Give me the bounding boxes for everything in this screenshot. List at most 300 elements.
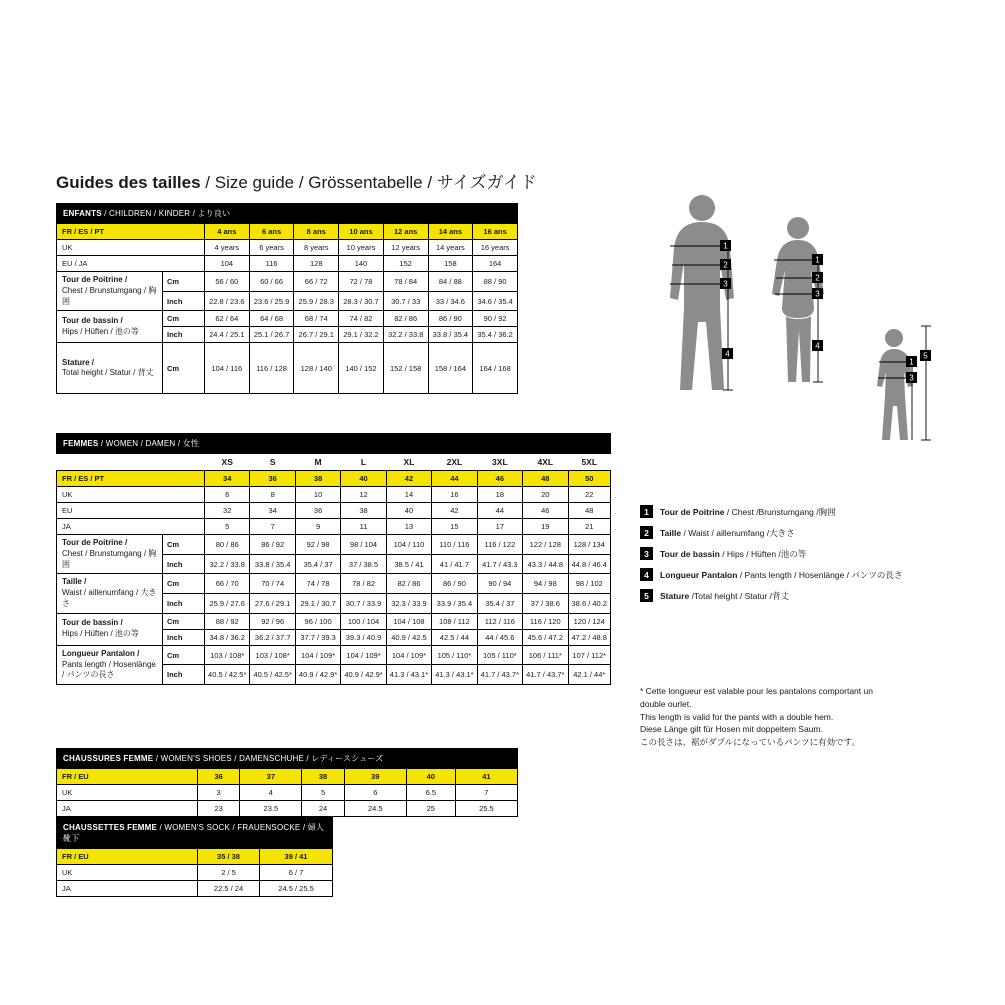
cell: 104 / 116 bbox=[205, 343, 250, 394]
cell: 98 / 104 bbox=[341, 535, 386, 555]
cell: 45.6 / 47.2 bbox=[523, 629, 568, 645]
cell: 32.2 / 33.8 bbox=[205, 554, 250, 574]
table-row bbox=[57, 785, 518, 801]
children-size-4: 12 ans bbox=[383, 224, 428, 240]
table-row bbox=[57, 645, 611, 665]
cell: 56 / 60 bbox=[205, 272, 250, 292]
cell: 30.7 / 33.9 bbox=[341, 594, 386, 614]
footnote-line-2: double ourlet. bbox=[640, 698, 692, 709]
children-size-6: 16 ans bbox=[473, 224, 518, 240]
cell: 116 / 128 bbox=[249, 343, 294, 394]
cell: 62 / 64 bbox=[205, 311, 250, 327]
cell: 29.1 / 30.7 bbox=[295, 594, 340, 614]
cell: 25.9 / 27.6 bbox=[205, 594, 250, 614]
cell: 108 / 112 bbox=[432, 613, 477, 629]
legend-text-3 bbox=[660, 548, 806, 560]
cell: 37 bbox=[240, 769, 302, 785]
cell: 37 / 38.6 bbox=[523, 594, 568, 614]
cell: 13 bbox=[386, 519, 431, 535]
cell: 39 / 41 bbox=[260, 849, 333, 865]
cell: 4 years bbox=[205, 240, 250, 256]
legend bbox=[640, 505, 980, 610]
cell: 21 bbox=[568, 519, 611, 535]
cell: 8 years bbox=[294, 240, 339, 256]
child-figure bbox=[877, 329, 913, 440]
cell: 38.5 / 41 bbox=[386, 554, 431, 574]
women-header-cell bbox=[57, 434, 611, 454]
cell: 35.4 / 36.2 bbox=[473, 327, 518, 343]
cell: 110 / 116 bbox=[432, 535, 477, 555]
women-size-2xl: 2XL bbox=[446, 457, 463, 467]
women-fr-label: FR / ES / PT bbox=[57, 471, 205, 487]
legend-text-2 bbox=[660, 527, 795, 539]
legend-text-5 bbox=[660, 590, 789, 602]
cell: 88 / 92 bbox=[205, 613, 250, 629]
cell: 39 bbox=[344, 769, 406, 785]
cell: 34.6 / 35.4 bbox=[473, 291, 518, 311]
cell: 42.1 / 44* bbox=[568, 665, 611, 685]
cell: 25.5 bbox=[455, 801, 517, 817]
cell: 104 / 109* bbox=[341, 645, 386, 665]
child-marker-1-label: 1 bbox=[909, 357, 914, 367]
measure-label-thin: Total height / Statur / 背丈 bbox=[62, 368, 154, 378]
measure-label: Tour de bassin / bbox=[62, 316, 123, 326]
table-header-row bbox=[57, 818, 333, 849]
legend-number-2: 2 bbox=[640, 526, 653, 539]
cell: 74 / 78 bbox=[295, 574, 340, 594]
child-marker-3-label: 3 bbox=[909, 373, 914, 383]
cell: 50 bbox=[568, 471, 611, 487]
footnote-line-4: Diese Länge gilt für Hosen mit doppeltem Saum. bbox=[640, 724, 823, 735]
cell: 86 / 90 bbox=[428, 311, 473, 327]
cell: 106 / 111* bbox=[523, 645, 568, 665]
cell: 10 bbox=[295, 487, 340, 503]
cell: 46 bbox=[523, 503, 568, 519]
cell: 64 / 68 bbox=[249, 311, 294, 327]
cell: 158 bbox=[428, 256, 473, 272]
cell: 24 bbox=[302, 801, 344, 817]
man-marker-4-label: 4 bbox=[725, 349, 730, 359]
unit-cm: Cm bbox=[163, 574, 205, 594]
cell: 128 / 134 bbox=[568, 535, 611, 555]
cell: 18 bbox=[477, 487, 522, 503]
unit-inch: Inch bbox=[163, 554, 205, 574]
unit-cm: Cm bbox=[163, 535, 205, 555]
children-header-bold: ENFANTS bbox=[63, 209, 102, 218]
table-header-row bbox=[57, 434, 611, 454]
cell: 78 / 82 bbox=[341, 574, 386, 594]
cell: 46 bbox=[477, 471, 522, 487]
cell: 27.6 / 29.1 bbox=[250, 594, 295, 614]
cell: 30.7 / 33 bbox=[383, 291, 428, 311]
children-size-3: 10 ans bbox=[339, 224, 384, 240]
cell: 36 bbox=[295, 503, 340, 519]
table-row bbox=[57, 272, 518, 292]
measure-label-thin: Hips / Hüften / 池の等 bbox=[62, 326, 139, 336]
legend-label-bold: Tour de bassin bbox=[660, 548, 720, 559]
cell: 35.4 / 37 bbox=[477, 594, 522, 614]
cell: 96 / 100 bbox=[295, 613, 340, 629]
cell: 41.7 / 43.7* bbox=[523, 665, 568, 685]
cell: 152 bbox=[383, 256, 428, 272]
legend-number-4: 4 bbox=[640, 568, 653, 581]
cell: 116 / 122 bbox=[477, 535, 522, 555]
legend-label-rest: / Chest /Brunstumgang /胸囲 bbox=[724, 506, 836, 517]
cell: 41.7 / 43.3 bbox=[477, 554, 522, 574]
measure-label: Stature / bbox=[62, 357, 95, 367]
cell: 48 bbox=[568, 503, 611, 519]
woman-marker-3-label: 3 bbox=[815, 289, 820, 299]
cell: 122 / 128 bbox=[523, 535, 568, 555]
page-title-rest: / Size guide / Grössentabelle / サイズガイド bbox=[200, 173, 537, 192]
cell: 38 bbox=[302, 769, 344, 785]
table-row bbox=[57, 881, 333, 897]
women-size-5xl: 5XL bbox=[581, 457, 598, 467]
cell: 44.8 / 46.4 bbox=[568, 554, 611, 574]
cell: 116 bbox=[249, 256, 294, 272]
woman-marker-2-label: 2 bbox=[815, 273, 820, 283]
cell: 6 bbox=[205, 487, 250, 503]
cell: 38 bbox=[341, 503, 386, 519]
women-size-xs: XS bbox=[221, 457, 233, 467]
cell: 3 bbox=[198, 785, 240, 801]
cell: 25.9 / 28.3 bbox=[294, 291, 339, 311]
table-row bbox=[57, 256, 518, 272]
shoes-fr-label: FR / EU bbox=[57, 769, 198, 785]
cell: 9 bbox=[295, 519, 340, 535]
shoes-header-rest: / WOMEN'S SHOES / DAMENSCHUHE / レディースシューズ bbox=[153, 754, 384, 763]
shoes-header-cell bbox=[57, 749, 518, 769]
cell: 25.1 / 26.7 bbox=[249, 327, 294, 343]
legend-item-5 bbox=[640, 589, 980, 602]
cell: 23 bbox=[198, 801, 240, 817]
children-size-1: 6 ans bbox=[249, 224, 294, 240]
table-row bbox=[57, 801, 518, 817]
cell: 90 / 92 bbox=[473, 311, 518, 327]
children-header-cell bbox=[57, 204, 518, 224]
women-measure-pants-label bbox=[57, 645, 163, 684]
legend-item-3 bbox=[640, 547, 980, 560]
table-row bbox=[57, 311, 518, 327]
measure-label: Tour de Poitrine / bbox=[62, 275, 128, 284]
cell: 2 / 5 bbox=[198, 865, 260, 881]
cell: 84 / 88 bbox=[428, 272, 473, 292]
women-header-bold: FEMMES bbox=[63, 439, 99, 448]
measure-label-thin: Chest / Brunstumgang / 胸囲 bbox=[62, 285, 157, 306]
cell: 104 / 110 bbox=[386, 535, 431, 555]
measure-label: Longueur Pantalon / bbox=[62, 648, 140, 658]
measurement-figures bbox=[640, 190, 970, 490]
cell: 6.5 bbox=[406, 785, 455, 801]
cell: 40.9 / 42.9* bbox=[341, 665, 386, 685]
cell: 128 / 140 bbox=[294, 343, 339, 394]
shoes-fr-row bbox=[57, 769, 518, 785]
legend-number-3: 3 bbox=[640, 547, 653, 560]
cell: 88 / 90 bbox=[473, 272, 518, 292]
children-size-0: 4 ans bbox=[205, 224, 250, 240]
woman-marker-1-label: 1 bbox=[815, 255, 820, 265]
women-size-s: S bbox=[269, 457, 276, 467]
cell: 40.9 / 42.9* bbox=[295, 665, 340, 685]
children-measure-stature-label bbox=[57, 343, 163, 394]
children-size-table bbox=[56, 203, 518, 394]
women-size-xl: XL bbox=[403, 457, 415, 467]
socks-row-label-ja: JA bbox=[57, 881, 198, 897]
unit-inch: Inch bbox=[163, 327, 205, 343]
measure-label-thin: Waist / aillenumfang / 大きさ bbox=[62, 588, 157, 608]
socks-header-bold: CHAUSSETTES FEMME bbox=[63, 823, 158, 832]
legend-label-bold: Longueur Pantalon bbox=[660, 569, 738, 580]
cell: 10 years bbox=[339, 240, 384, 256]
children-fr-label: FR / ES / PT bbox=[57, 224, 205, 240]
cell: 19 bbox=[523, 519, 568, 535]
legend-label-rest: / Waist / aillenumfang /大きさ bbox=[681, 527, 795, 538]
cell: 92 / 96 bbox=[250, 613, 295, 629]
unit-inch: Inch bbox=[163, 594, 205, 614]
children-row-label-eu: EU / JA bbox=[57, 256, 205, 272]
table-row bbox=[57, 519, 611, 535]
women-row-label-ja: JA bbox=[57, 519, 205, 535]
cell: 86 / 92 bbox=[250, 535, 295, 555]
cell: 33 / 34.6 bbox=[428, 291, 473, 311]
cell: 34.8 / 36.2 bbox=[205, 629, 250, 645]
legend-label-bold: Tour de Poitrine bbox=[660, 506, 725, 517]
cell: 44 bbox=[477, 503, 522, 519]
unit-inch: Inch bbox=[163, 629, 205, 645]
cell: 104 bbox=[205, 256, 250, 272]
cell: 33.9 / 35.4 bbox=[432, 594, 477, 614]
cell: 158 / 164 bbox=[428, 343, 473, 394]
cell: 22.5 / 24 bbox=[198, 881, 260, 897]
socks-row-label-uk: UK bbox=[57, 865, 198, 881]
cell: 82 / 86 bbox=[383, 311, 428, 327]
cell: 40.5 / 42.5* bbox=[250, 665, 295, 685]
measure-label-thin: Hips / Hüften / 池の等 bbox=[62, 629, 139, 639]
cell: 105 / 110* bbox=[432, 645, 477, 665]
table-row bbox=[57, 503, 611, 519]
cell: 4 bbox=[240, 785, 302, 801]
cell: 44 / 45.6 bbox=[477, 629, 522, 645]
cell: 90 / 94 bbox=[477, 574, 522, 594]
cell: 70 / 74 bbox=[250, 574, 295, 594]
cell: 20 bbox=[523, 487, 568, 503]
cell: 36 bbox=[198, 769, 240, 785]
cell: 128 bbox=[294, 256, 339, 272]
socks-header-cell bbox=[57, 818, 333, 849]
shoes-header-bold: CHAUSSURES FEMME bbox=[63, 754, 154, 763]
table-row bbox=[57, 574, 611, 594]
cell: 94 / 98 bbox=[523, 574, 568, 594]
children-measure-chest-label bbox=[57, 272, 163, 311]
cell: 38 bbox=[295, 471, 340, 487]
cell: 140 bbox=[339, 256, 384, 272]
cell: 7 bbox=[455, 785, 517, 801]
cell: 35.4 / 37 bbox=[295, 554, 340, 574]
cell: 40.9 / 42.5 bbox=[386, 629, 431, 645]
women-size-3xl: 3XL bbox=[492, 457, 508, 467]
cell: 164 bbox=[473, 256, 518, 272]
cell: 6 bbox=[344, 785, 406, 801]
cell: 44 bbox=[432, 471, 477, 487]
cell: 104 / 109* bbox=[295, 645, 340, 665]
cell: 7 bbox=[250, 519, 295, 535]
man-figure bbox=[670, 195, 734, 390]
women-sizes-row bbox=[57, 454, 611, 471]
footnote-line-5: この長さは、裾がダブルになっているパンツに有効です。 bbox=[640, 737, 860, 747]
cell: 17 bbox=[477, 519, 522, 535]
cell: 164 / 168 bbox=[473, 343, 518, 394]
unit-cm: Cm bbox=[163, 311, 205, 327]
page-title bbox=[56, 168, 537, 193]
footnote bbox=[640, 685, 990, 749]
cell: 33.8 / 35.4 bbox=[428, 327, 473, 343]
cell: 36 bbox=[250, 471, 295, 487]
table-header-row bbox=[57, 204, 518, 224]
cell: 38.6 / 40.2 bbox=[568, 594, 611, 614]
footnote-line-3: This length is valid for the pants with a double hem. bbox=[640, 711, 834, 722]
cell: 40 bbox=[406, 769, 455, 785]
cell: 41 bbox=[455, 769, 517, 785]
man-marker-3-label: 3 bbox=[723, 279, 728, 289]
cell: 98 / 102 bbox=[568, 574, 611, 594]
unit-inch: Inch bbox=[163, 665, 205, 685]
measure-label: Tour de bassin / bbox=[62, 618, 123, 628]
cell: 86 / 90 bbox=[432, 574, 477, 594]
cell: 26.7 / 29.1 bbox=[294, 327, 339, 343]
women-fr-row bbox=[57, 471, 611, 487]
cell: 6 years bbox=[249, 240, 294, 256]
legend-label-rest: / Pants length / Hosenlänge / パンツの長さ bbox=[737, 569, 903, 580]
women-size-m: M bbox=[314, 457, 322, 467]
cell: 37 / 38.5 bbox=[341, 554, 386, 574]
cell: 16 bbox=[432, 487, 477, 503]
legend-number-5: 5 bbox=[640, 589, 653, 602]
cell: 107 / 112* bbox=[568, 645, 611, 665]
cell: 40 bbox=[341, 471, 386, 487]
cell: 104 / 108 bbox=[386, 613, 431, 629]
socks-header-rest: / WOMEN'S SOCK / FRAUENSOCKE / 婦人靴下 bbox=[63, 823, 325, 843]
cell: 25 bbox=[406, 801, 455, 817]
cell: 34 bbox=[250, 503, 295, 519]
legend-label-rest: / Hips / Hüften /池の等 bbox=[719, 548, 807, 559]
cell: 100 / 104 bbox=[341, 613, 386, 629]
cell: 40.5 / 42.5* bbox=[205, 665, 250, 685]
cell: 47.2 / 48.8 bbox=[568, 629, 611, 645]
cell: 5 bbox=[205, 519, 250, 535]
legend-item-2 bbox=[640, 526, 980, 539]
footnote-line-1: * Cette longueur est valable pour les pantalons comportant un bbox=[640, 686, 873, 696]
children-size-5: 14 ans bbox=[428, 224, 473, 240]
cell: 6 / 7 bbox=[260, 865, 333, 881]
cell: 15 bbox=[432, 519, 477, 535]
children-size-2: 8 ans bbox=[294, 224, 339, 240]
women-measure-chest-label bbox=[57, 535, 163, 574]
man-marker-1-label: 1 bbox=[723, 241, 728, 251]
legend-item-4 bbox=[640, 568, 980, 581]
cell: 8 bbox=[250, 487, 295, 503]
unit-inch: Inch bbox=[163, 291, 205, 311]
measure-label: Taille / bbox=[62, 577, 87, 587]
cell: 23.6 / 25.9 bbox=[249, 291, 294, 311]
figures-svg bbox=[640, 190, 970, 490]
cell: 42.5 / 44 bbox=[432, 629, 477, 645]
cell: 28.3 / 30.7 bbox=[339, 291, 384, 311]
cell: 60 / 66 bbox=[249, 272, 294, 292]
cell: 32.2 / 33.8 bbox=[383, 327, 428, 343]
children-row-label-uk: UK bbox=[57, 240, 205, 256]
cell: 24.5 bbox=[344, 801, 406, 817]
woman-marker-4-label: 4 bbox=[815, 341, 820, 351]
shoes-row-label-ja: JA bbox=[57, 801, 198, 817]
cell: 40 bbox=[386, 503, 431, 519]
cell: 14 bbox=[386, 487, 431, 503]
women-shoes-table bbox=[56, 748, 518, 817]
cell: 24.4 / 25.1 bbox=[205, 327, 250, 343]
cell: 105 / 110* bbox=[477, 645, 522, 665]
children-sizes-row bbox=[57, 224, 518, 240]
legend-label-bold: Stature bbox=[660, 590, 690, 601]
table-row bbox=[57, 240, 518, 256]
cell: 29.1 / 32.2 bbox=[339, 327, 384, 343]
cell: 80 / 86 bbox=[205, 535, 250, 555]
cell: 16 years bbox=[473, 240, 518, 256]
cell: 42 bbox=[386, 471, 431, 487]
socks-fr-label: FR / EU bbox=[57, 849, 198, 865]
legend-number-1: 1 bbox=[640, 505, 653, 518]
cell: 92 / 98 bbox=[295, 535, 340, 555]
table-row bbox=[57, 865, 333, 881]
unit-cm: Cm bbox=[163, 272, 205, 292]
cell: 74 / 82 bbox=[339, 311, 384, 327]
cell: 23.5 bbox=[240, 801, 302, 817]
cell: 41.7 / 43.7* bbox=[477, 665, 522, 685]
cell: 32 bbox=[205, 503, 250, 519]
legend-text-4 bbox=[660, 569, 902, 581]
cell: 39.3 / 40.9 bbox=[341, 629, 386, 645]
unit-cm: Cm bbox=[163, 343, 205, 394]
socks-fr-row bbox=[57, 849, 333, 865]
cell: 42 bbox=[432, 503, 477, 519]
table-row bbox=[57, 613, 611, 629]
spacer bbox=[57, 454, 205, 471]
women-row-label-uk: UK bbox=[57, 487, 205, 503]
women-socks-table bbox=[56, 817, 333, 897]
cell: 112 / 116 bbox=[477, 613, 522, 629]
table-row bbox=[57, 535, 611, 555]
cell: 24.5 / 25.5 bbox=[260, 881, 333, 897]
cell: 22 bbox=[568, 487, 611, 503]
measure-label: Tour de Poitrine / bbox=[62, 538, 128, 547]
women-size-4xl: 4XL bbox=[537, 457, 554, 467]
man-marker-2-label: 2 bbox=[723, 260, 728, 270]
shoes-row-label-uk: UK bbox=[57, 785, 198, 801]
cell: 41.3 / 43.1* bbox=[432, 665, 477, 685]
cell: 35 / 38 bbox=[198, 849, 260, 865]
unit-cm: Cm bbox=[163, 645, 205, 665]
cell: 72 / 78 bbox=[339, 272, 384, 292]
cell: 37.7 / 39.3 bbox=[295, 629, 340, 645]
legend-item-1 bbox=[640, 505, 980, 518]
cell: 41.3 / 43.1* bbox=[386, 665, 431, 685]
cell: 11 bbox=[341, 519, 386, 535]
cell: 78 / 84 bbox=[383, 272, 428, 292]
women-row-label-eu: EU bbox=[57, 503, 205, 519]
women-size-table bbox=[56, 433, 611, 685]
table-row bbox=[57, 487, 611, 503]
cell: 34 bbox=[205, 471, 250, 487]
cell: 120 / 124 bbox=[568, 613, 611, 629]
cell: 103 / 108* bbox=[250, 645, 295, 665]
